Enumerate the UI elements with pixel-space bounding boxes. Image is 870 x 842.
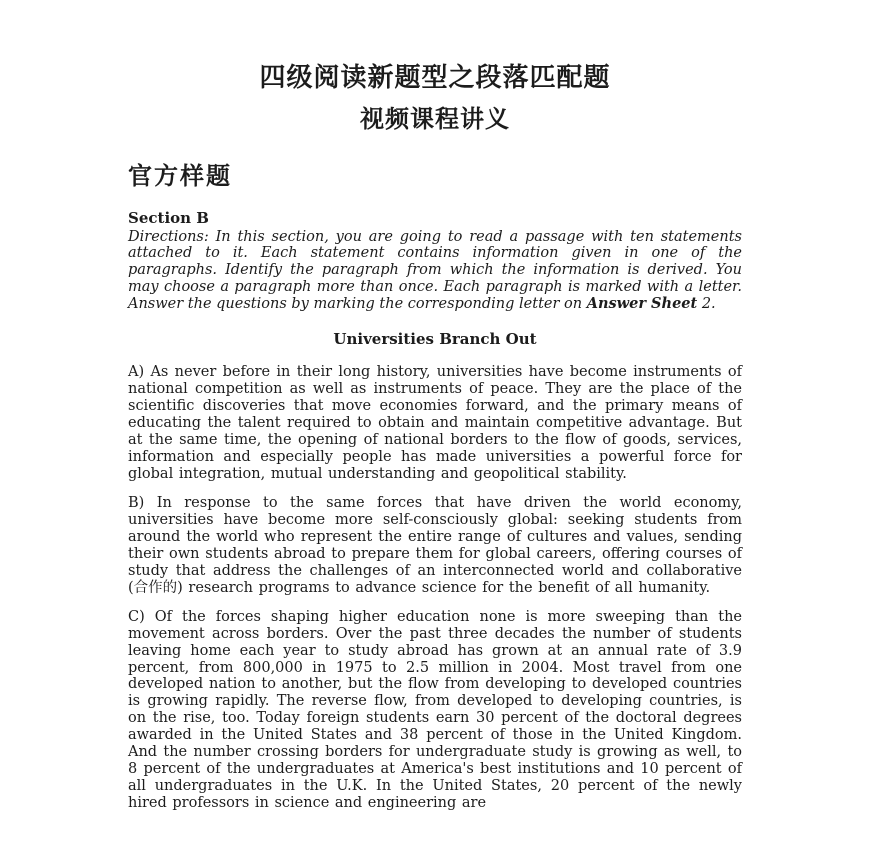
directions-prefix: Directions: In this section, you are going to read a passage with ten statements attached to it. Each statement contains information given in one of the paragraphs. Identify the paragraph from which the information is derived. You may choose a paragraph more than once. Each paragraph is marked with a letter. Answer the questions by marking the corresponding letter on bbox=[128, 228, 742, 313]
section-label: Section B bbox=[128, 208, 209, 227]
passage-title: Universities Branch Out bbox=[333, 330, 537, 349]
directions-text bbox=[128, 229, 742, 314]
official-sample-heading: 官方样题 bbox=[128, 161, 232, 190]
directions-suffix: 2. bbox=[697, 296, 716, 313]
passage-paragraph-b: B) In response to the same forces that have driven the world economy, universities have become more self-consciously global: seeking students from around the world who represent the entire range of cultures and values, sending their own students abroad to prepare them for global careers, offering courses of study that address the challenges of an interconnected world and collaborative (合作的) research programs to advance science for the benefit of all humanity. bbox=[128, 494, 742, 596]
document-title: 四级阅读新题型之段落匹配题 bbox=[259, 63, 611, 93]
document-subtitle: 视频课程讲义 bbox=[360, 104, 510, 133]
passage-paragraph-a: A) As never before in their long history, universities have become instruments of national competition as well as instruments of peace. They are the place of the scientific discoveries that move economies forward, and the primary means of educating the talent required to obtain and maintain competitive advantage. But at the same time, the opening of national borders to the flow of goods, services, information and especially people has made universities a powerful force for global integration, mutual understanding and geopolitical stability. bbox=[128, 364, 742, 482]
passage-paragraph-c: C) Of the forces shaping higher education none is more sweeping than the movement across borders. Over the past three decades the number of students leaving home each year to study abroad has grown at an annual rate of 3.9 percent, from 800,000 in 1975 to 2.5 million in 2004. Most travel from one developed nation to another, but the flow from developing to developed countries is growing rapidly. The reverse flow, from developed to developing countries, is on the rise, too. Today foreign students earn 30 percent of the doctoral degrees awarded in the United States and 38 percent of those in the United Kingdom. And the number crossing borders for undergraduate study is growing as well, to 8 percent of the undergraduates at America's best institutions and 10 percent of all undergraduates in the U.K. In the United States, 20 percent of the newly hired professors in science and engineering are bbox=[128, 608, 742, 812]
directions-answer-sheet-bold: Answer Sheet bbox=[586, 295, 698, 313]
